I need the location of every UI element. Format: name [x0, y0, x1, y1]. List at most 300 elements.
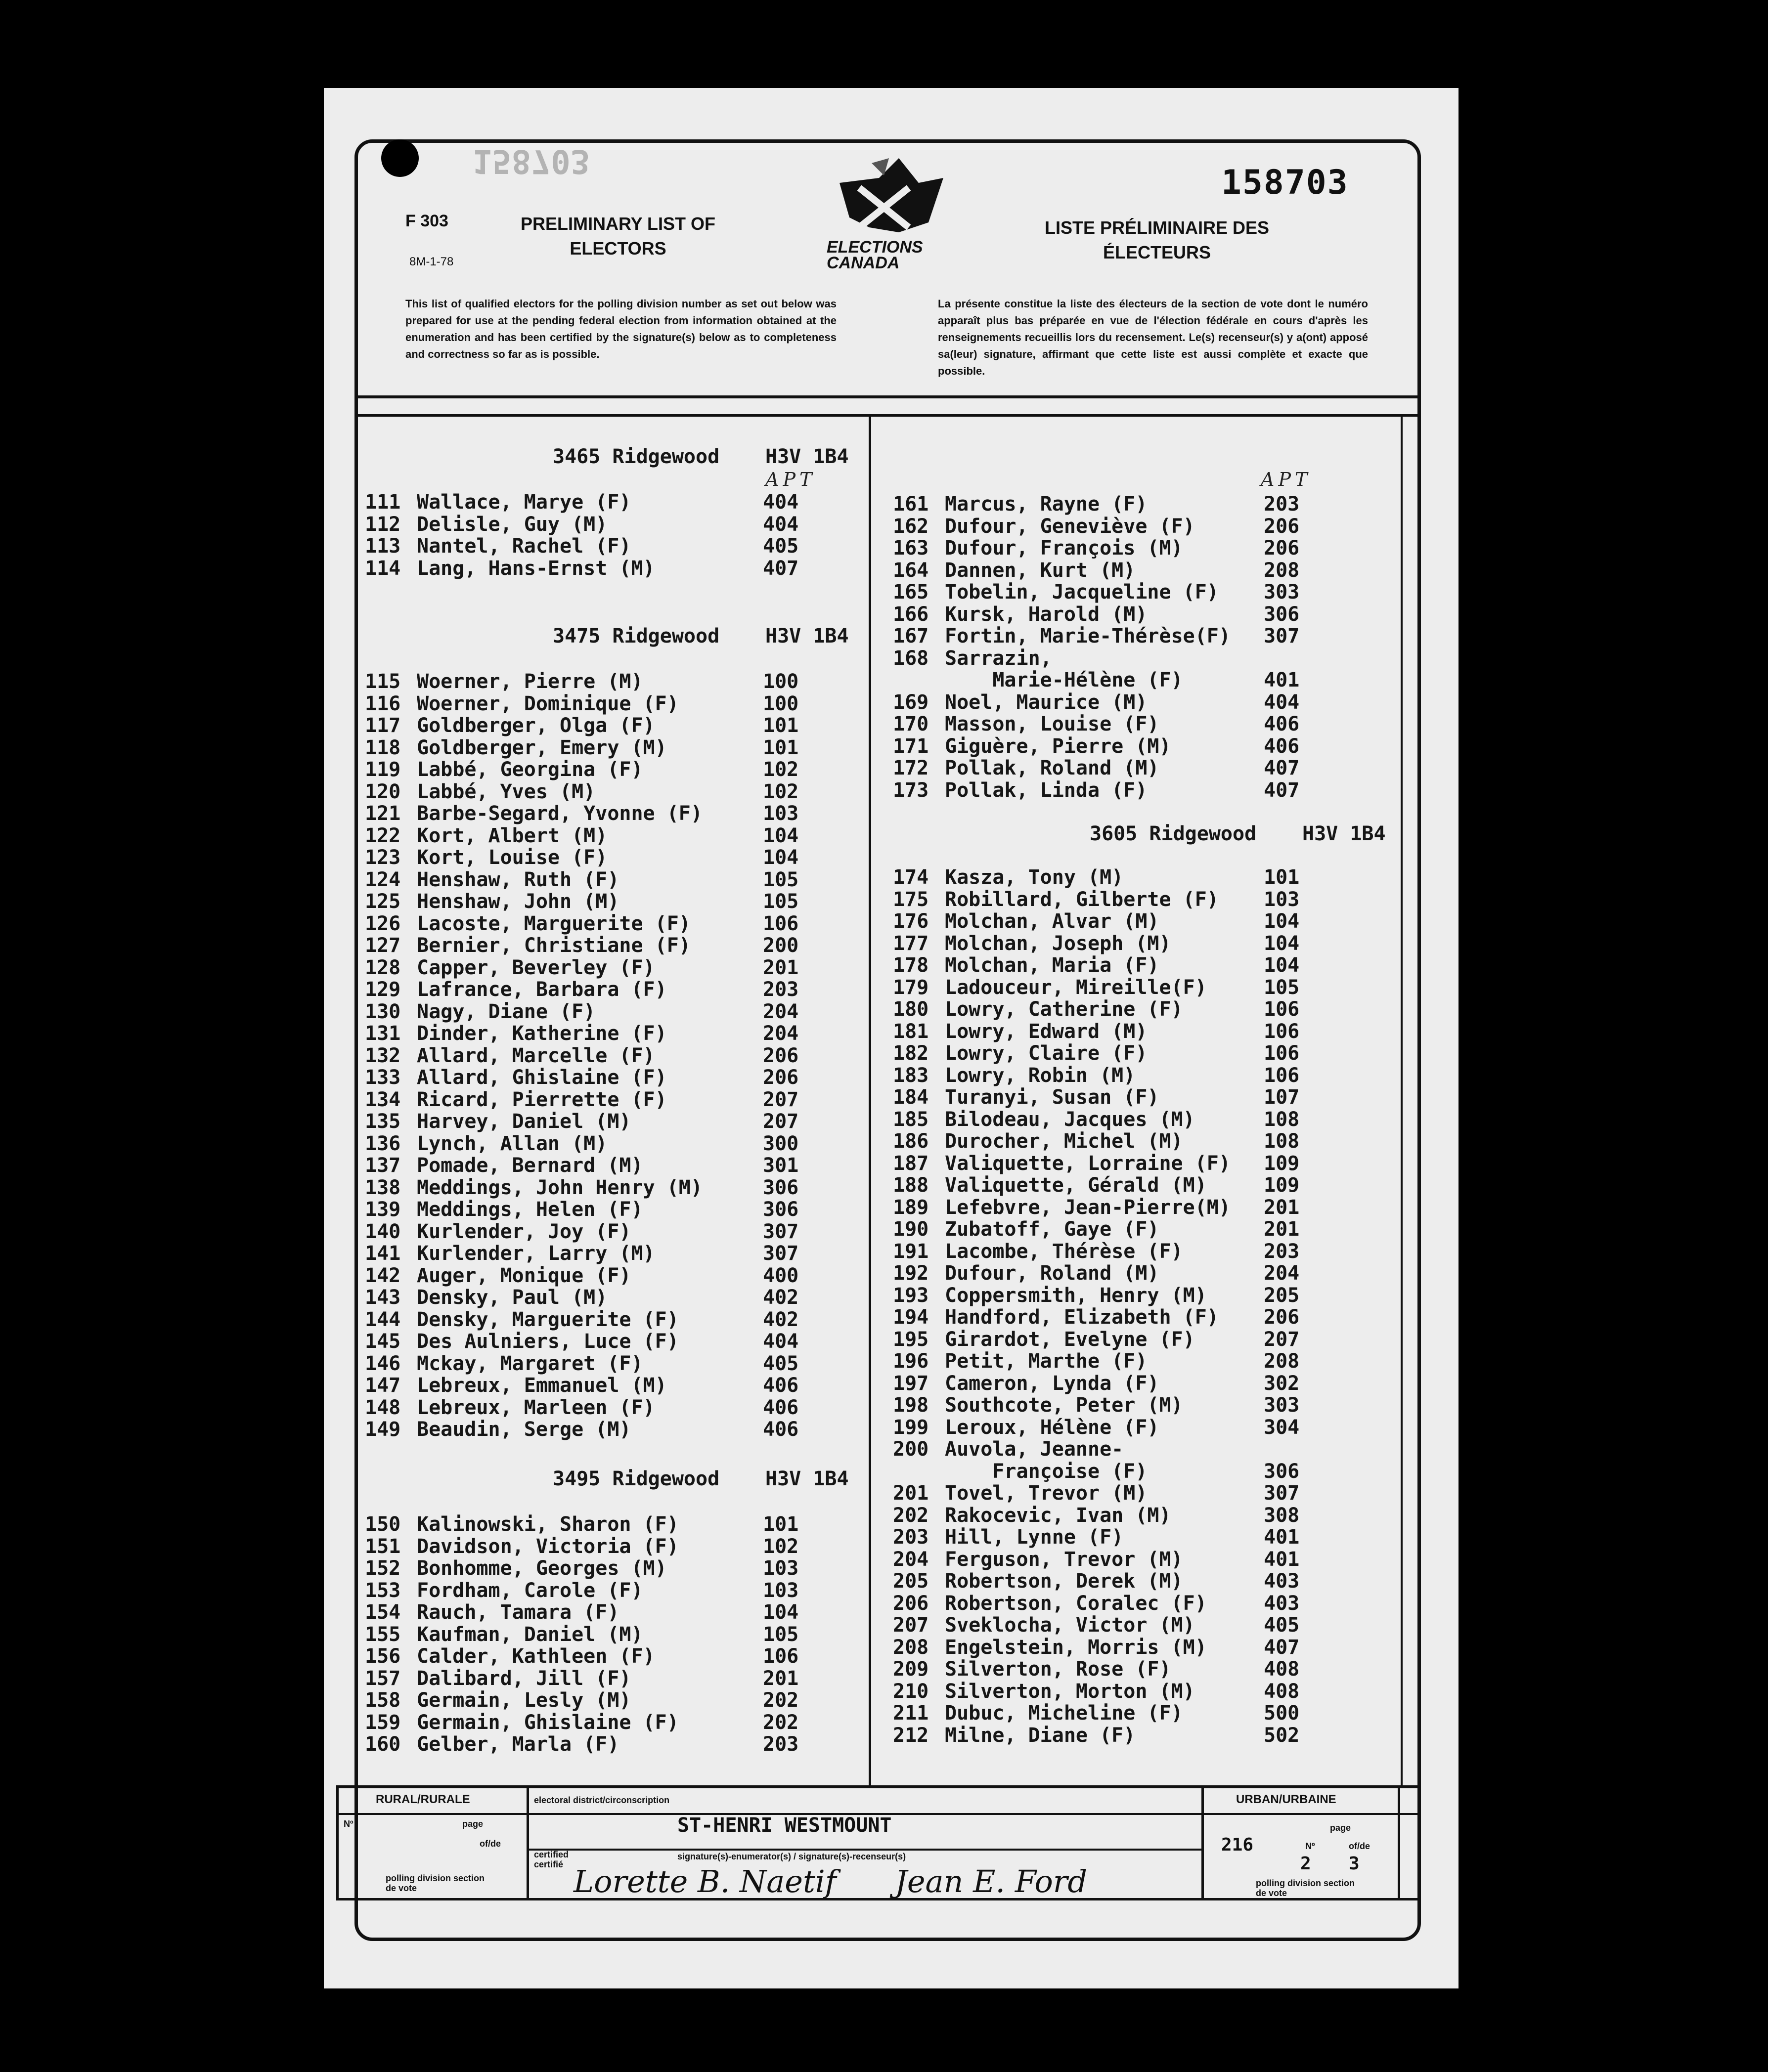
- elector-name: Zubatoff, Gaye (F): [945, 1218, 1159, 1241]
- elector-number: 195: [893, 1328, 929, 1351]
- elector-name: Molchan, Alvar (M): [945, 910, 1159, 933]
- apartment-number: 102: [763, 1535, 799, 1558]
- apartment-number: 407: [763, 557, 799, 580]
- apartment-number: 105: [763, 890, 799, 913]
- elector-number: 118: [365, 736, 401, 759]
- apartment-number: 402: [763, 1308, 799, 1331]
- title-french: LISTE PRÉLIMINAIRE DES ÉLECTEURS: [1044, 217, 1270, 262]
- apartment-number: 404: [763, 491, 799, 514]
- elector-number: 180: [893, 998, 929, 1021]
- elector-name: Lacoste, Marguerite (F): [417, 912, 691, 935]
- elector-number: 144: [365, 1308, 401, 1331]
- elector-row: [893, 493, 1377, 515]
- elector-name: Kaufman, Daniel (M): [417, 1623, 643, 1646]
- elector-number: 178: [893, 954, 929, 977]
- apartment-number: 206: [763, 1044, 799, 1067]
- elector-row: [365, 1580, 849, 1601]
- certification-english: This list of qualified electors for the polling division number as set out below was prepared for use at the pending federal election from information obtained at the enumeration and has been certified by the signature(s) below as to completeness and correctness so far as is possible.: [405, 298, 837, 360]
- elector-name: Dufour, François (M): [945, 537, 1183, 560]
- street-address: 3605 Ridgewood: [1090, 822, 1257, 845]
- elector-number: 212: [893, 1724, 929, 1747]
- elector-number: 161: [893, 493, 929, 516]
- elector-row: [365, 1287, 849, 1308]
- elector-number: 209: [893, 1658, 929, 1681]
- elector-name: Cameron, Lynda (F): [945, 1372, 1159, 1395]
- apartment-number: 202: [763, 1711, 799, 1734]
- elector-number: 202: [893, 1504, 929, 1527]
- elector-row: [365, 1601, 849, 1623]
- elector-number: 207: [893, 1614, 929, 1637]
- elector-row: [893, 1130, 1377, 1152]
- apartment-number: 207: [763, 1110, 799, 1133]
- street-address: 3495 Ridgewood: [553, 1468, 720, 1490]
- apartment-number: 106: [1264, 1042, 1300, 1065]
- apartment-number: 109: [1264, 1174, 1300, 1197]
- apartment-number: 300: [763, 1132, 799, 1155]
- apartment-number: 405: [763, 1352, 799, 1375]
- apartment-number: 206: [1264, 515, 1300, 538]
- elector-number: 129: [365, 978, 401, 1001]
- apartment-number: 106: [763, 1645, 799, 1668]
- elector-row: [893, 1725, 1377, 1746]
- elector-number: 138: [365, 1176, 401, 1199]
- elector-name: Auvola, Jeanne-: [945, 1438, 1124, 1461]
- elector-number: 183: [893, 1064, 929, 1087]
- elector-number: 134: [365, 1088, 401, 1111]
- elector-name: Kursk, Harold (M): [945, 603, 1148, 626]
- elector-number: 164: [893, 559, 929, 582]
- elector-number: 184: [893, 1086, 929, 1109]
- polling-division-number: 216: [1221, 1835, 1254, 1855]
- elector-name: Lebreux, Marleen (F): [417, 1396, 655, 1419]
- apartment-number: 201: [1264, 1196, 1300, 1219]
- apartment-number: 104: [1264, 932, 1300, 955]
- elector-row: [893, 735, 1377, 757]
- apartment-number: 408: [1264, 1658, 1300, 1681]
- elector-number: 158: [365, 1689, 401, 1712]
- page-total: 3: [1349, 1854, 1360, 1874]
- apartment-number: 403: [1264, 1570, 1300, 1593]
- apartment-number: 108: [1264, 1130, 1300, 1153]
- elector-number: 155: [365, 1623, 401, 1646]
- elector-row: [893, 713, 1377, 735]
- elector-name: Hill, Lynne (F): [945, 1526, 1124, 1549]
- elector-name: Nantel, Rachel (F): [417, 535, 631, 558]
- elector-row: [365, 759, 849, 780]
- elector-name: Engelstein, Morris (M): [945, 1636, 1207, 1659]
- elector-row: [893, 1065, 1377, 1086]
- apartment-number: 500: [1264, 1702, 1300, 1725]
- apartment-number: 406: [763, 1374, 799, 1397]
- apartment-number: 407: [1264, 778, 1300, 802]
- elector-name: Durocher, Michel (M): [945, 1130, 1183, 1153]
- apartment-number: 502: [1264, 1724, 1300, 1747]
- elector-row: [365, 1397, 849, 1419]
- elector-name: Fortin, Marie-Thérèse(F): [945, 625, 1231, 648]
- apartment-number: 404: [1264, 691, 1300, 714]
- elector-name: Harvey, Daniel (M): [417, 1110, 631, 1133]
- elector-name: Tovel, Trevor (M): [945, 1482, 1148, 1505]
- elector-number: 160: [365, 1733, 401, 1756]
- footer-signature-rule: [527, 1849, 1201, 1851]
- elector-number: 192: [893, 1262, 929, 1285]
- elector-name: Allard, Marcelle (F): [417, 1044, 655, 1067]
- elector-name: Lynch, Allan (M): [417, 1132, 608, 1155]
- elector-row: [365, 715, 849, 736]
- elector-number: 141: [365, 1242, 401, 1265]
- elector-row: [893, 516, 1377, 537]
- rural-label: RURAL/RURALE: [376, 1793, 470, 1806]
- elector-number: 167: [893, 625, 929, 648]
- elector-number: 171: [893, 734, 929, 758]
- elector-row: [893, 1218, 1377, 1240]
- elector-row: [893, 1109, 1377, 1130]
- elector-name: Lowry, Edward (M): [945, 1020, 1148, 1043]
- postal-code: H3V 1B4: [1302, 822, 1386, 845]
- apartment-number: 208: [1264, 559, 1300, 582]
- title-english: PRELIMINARY LIST OF ELECTORS: [520, 214, 715, 259]
- elector-row: [893, 560, 1377, 581]
- apartment-number: 406: [1264, 734, 1300, 758]
- elector-row: [893, 1681, 1377, 1702]
- elector-row: [365, 1199, 849, 1220]
- elector-name: Robertson, Coralec (F): [945, 1592, 1207, 1615]
- apartment-number: 204: [763, 1000, 799, 1023]
- elector-name: Valiquette, Lorraine (F): [945, 1152, 1231, 1175]
- elector-number: 199: [893, 1416, 929, 1439]
- elector-row: [365, 1045, 849, 1067]
- elector-row: [893, 1285, 1377, 1306]
- footer-cert-box: [1201, 1785, 1204, 1900]
- elector-number: 193: [893, 1284, 929, 1307]
- elector-number: 146: [365, 1352, 401, 1375]
- elector-row: [893, 1350, 1377, 1372]
- elector-row: [365, 1419, 849, 1440]
- apartment-number: 203: [1264, 493, 1300, 516]
- signature-label: signature(s)-enumerator(s) / signature(s)-recenseur(s): [677, 1852, 906, 1861]
- elector-row: [893, 779, 1377, 801]
- elector-name: Barbe-Segard, Yvonne (F): [417, 802, 703, 825]
- elector-name: Pollak, Roland (M): [945, 757, 1159, 779]
- elector-number: 179: [893, 976, 929, 999]
- elector-row: [893, 604, 1377, 625]
- elector-name: Southcote, Peter (M): [945, 1394, 1183, 1417]
- apartment-number: 101: [763, 736, 799, 759]
- apartment-number: 306: [763, 1176, 799, 1199]
- elector-number: 194: [893, 1306, 929, 1329]
- elector-name: Lowry, Catherine (F): [945, 998, 1183, 1021]
- rural-no-label: Nº: [344, 1819, 354, 1829]
- elector-number: 125: [365, 890, 401, 913]
- elector-name: Henshaw, John (M): [417, 890, 619, 913]
- apartment-number: 304: [1264, 1416, 1300, 1439]
- elector-name: Rakocevic, Ivan (M): [945, 1504, 1171, 1527]
- elector-name: Mckay, Margaret (F): [417, 1352, 643, 1375]
- elector-row: [893, 1306, 1377, 1328]
- elector-name: Marcus, Rayne (F): [945, 493, 1148, 516]
- certified-label: certified certifié: [534, 1850, 569, 1869]
- elector-row: [365, 781, 849, 803]
- elector-name: Molchan, Joseph (M): [945, 932, 1171, 955]
- elector-name: Henshaw, Ruth (F): [417, 868, 619, 891]
- elector-row: [365, 1375, 849, 1396]
- elector-number: 149: [365, 1418, 401, 1441]
- elector-name: Ladouceur, Mireille(F): [945, 976, 1207, 999]
- elector-name: Meddings, Helen (F): [417, 1198, 643, 1221]
- elector-row: [893, 1262, 1377, 1284]
- urban-page-label: page: [1330, 1823, 1351, 1833]
- apartment-number: 202: [763, 1689, 799, 1712]
- apartment-number: 105: [763, 868, 799, 891]
- elector-row: [365, 1645, 849, 1667]
- elector-name: Germain, Ghislaine (F): [417, 1711, 679, 1734]
- apartment-number: 203: [1264, 1240, 1300, 1263]
- elector-row: [893, 1042, 1377, 1064]
- apartment-number: 404: [763, 1330, 799, 1353]
- elector-row: [893, 1637, 1377, 1658]
- elector-row: [893, 1021, 1377, 1042]
- elector-number: 208: [893, 1636, 929, 1659]
- elector-row: [365, 1001, 849, 1023]
- apartment-number: 201: [1264, 1218, 1300, 1241]
- elector-row: [893, 998, 1377, 1020]
- elector-number: 187: [893, 1152, 929, 1175]
- column-divider: [869, 417, 871, 1786]
- footer-left-box: [336, 1785, 339, 1900]
- header-divider: [354, 395, 1421, 398]
- elector-name: Lowry, Robin (M): [945, 1064, 1136, 1087]
- elector-row: [893, 625, 1377, 647]
- elector-name: Bonhomme, Georges (M): [417, 1557, 667, 1580]
- elector-number: 120: [365, 780, 401, 803]
- elector-row: [365, 693, 849, 715]
- apartment-number: 405: [1264, 1614, 1300, 1637]
- apartment-number: 200: [763, 934, 799, 957]
- electoral-district: ST-HENRI WESTMOUNT: [677, 1814, 892, 1837]
- rural-page-label: page: [462, 1819, 484, 1829]
- elector-name: Molchan, Maria (F): [945, 954, 1159, 977]
- elector-row: [893, 910, 1377, 932]
- elector-row: [365, 1111, 849, 1132]
- apartment-number: 208: [1264, 1350, 1300, 1373]
- elector-name: Silverton, Morton (M): [945, 1680, 1195, 1703]
- elector-number: 140: [365, 1220, 401, 1243]
- elector-row: [893, 581, 1377, 603]
- logo-wordmark: ELECTIONS CANADA: [827, 238, 923, 272]
- urban-polling-label: polling division section de vote: [1256, 1878, 1355, 1898]
- elector-name: Labbé, Georgina (F): [417, 758, 643, 781]
- elector-number: 169: [893, 691, 929, 714]
- elector-row: [893, 537, 1377, 559]
- elector-row: [893, 1329, 1377, 1350]
- elector-number: 163: [893, 537, 929, 560]
- elector-row: [893, 1086, 1377, 1108]
- form-date: 8M-1-78: [409, 255, 454, 268]
- apartment-number: 101: [763, 1513, 799, 1536]
- elector-number: 185: [893, 1108, 929, 1131]
- elector-number: 162: [893, 515, 929, 538]
- elector-number: 119: [365, 758, 401, 781]
- elector-number: 154: [365, 1601, 401, 1624]
- elector-row: [893, 1461, 1377, 1482]
- elector-number: 143: [365, 1286, 401, 1309]
- elector-number: 139: [365, 1198, 401, 1221]
- elector-name: Handford, Elizabeth (F): [945, 1306, 1219, 1329]
- apartment-number: 401: [1264, 1548, 1300, 1571]
- elector-name: Wallace, Marye (F): [417, 491, 631, 514]
- apartment-number: 203: [763, 1733, 799, 1756]
- elector-name: Petit, Marthe (F): [945, 1350, 1148, 1373]
- apartment-number: 103: [763, 1557, 799, 1580]
- address-header: [553, 446, 998, 468]
- elector-name: Sveklocha, Victor (M): [945, 1614, 1195, 1637]
- elector-row: [365, 1309, 849, 1331]
- elector-name: Dinder, Katherine (F): [417, 1022, 667, 1045]
- elector-name: Lowry, Claire (F): [945, 1042, 1148, 1065]
- form-number: F 303: [405, 212, 448, 230]
- apartment-number: 303: [1264, 581, 1300, 604]
- apartment-number: 401: [1264, 669, 1300, 691]
- elector-number: 148: [365, 1396, 401, 1419]
- elector-number: 174: [893, 866, 929, 889]
- postal-code: H3V 1B4: [765, 625, 849, 648]
- elector-row: [365, 491, 849, 513]
- elector-row: [893, 1482, 1377, 1504]
- elector-number: 132: [365, 1044, 401, 1067]
- elector-name: Woerner, Dominique (F): [417, 692, 679, 715]
- apartment-number: 306: [1264, 1460, 1300, 1483]
- elector-name: Kort, Louise (F): [417, 846, 608, 869]
- elector-row: [893, 691, 1377, 713]
- elector-number: 153: [365, 1579, 401, 1602]
- elector-row: [893, 977, 1377, 998]
- apartment-number: 401: [1264, 1526, 1300, 1549]
- elector-number: 127: [365, 934, 401, 957]
- apartment-number: 404: [763, 513, 799, 536]
- apartment-number: 307: [763, 1220, 799, 1243]
- apartment-number: 206: [1264, 1306, 1300, 1329]
- elector-number: 121: [365, 802, 401, 825]
- apartment-number: 103: [763, 1579, 799, 1602]
- elector-name: Lafrance, Barbara (F): [417, 978, 667, 1001]
- elector-name: Meddings, John Henry (M): [417, 1176, 703, 1199]
- apartment-number: 106: [1264, 1064, 1300, 1087]
- elector-name: Allard, Ghislaine (F): [417, 1066, 667, 1089]
- street-address: 3465 Ridgewood: [553, 445, 720, 468]
- elector-row: [893, 866, 1377, 888]
- street-address: 3475 Ridgewood: [553, 625, 720, 648]
- apartment-number: 106: [763, 912, 799, 935]
- elector-name: Lacombe, Thérèse (F): [945, 1240, 1183, 1263]
- apartment-number: 306: [763, 1198, 799, 1221]
- elector-name: Girardot, Evelyne (F): [945, 1328, 1195, 1351]
- elector-number: 151: [365, 1535, 401, 1558]
- elector-row: [893, 1702, 1377, 1724]
- elector-row: [365, 1265, 849, 1287]
- apartment-number: 201: [763, 1667, 799, 1690]
- elector-row: [365, 891, 849, 912]
- elector-name: Kurlender, Joy (F): [417, 1220, 631, 1243]
- elector-number: 124: [365, 868, 401, 891]
- elector-number: 116: [365, 692, 401, 715]
- elector-row: [365, 847, 849, 868]
- elector-number: 168: [893, 647, 929, 670]
- elector-name: Silverton, Rose (F): [945, 1658, 1171, 1681]
- apartment-number: 204: [763, 1022, 799, 1045]
- apartment-number: 104: [763, 846, 799, 869]
- apartment-number: 104: [763, 824, 799, 847]
- elector-number: 136: [365, 1132, 401, 1155]
- elector-row: [365, 1089, 849, 1111]
- elector-number: 173: [893, 778, 929, 802]
- footer-rural-box: [527, 1785, 529, 1900]
- elector-row: [365, 737, 849, 759]
- serial-number: 158703: [1221, 163, 1349, 202]
- elector-name: Auger, Monique (F): [417, 1264, 631, 1287]
- elector-number: 142: [365, 1264, 401, 1287]
- apartment-number: 307: [1264, 1482, 1300, 1505]
- elector-number: 181: [893, 1020, 929, 1043]
- elector-number: 135: [365, 1110, 401, 1133]
- elector-row: [893, 669, 1377, 691]
- apartment-number: 302: [1264, 1372, 1300, 1395]
- apartment-number: 407: [1264, 1636, 1300, 1659]
- elector-row: [365, 1668, 849, 1689]
- elector-row: [365, 935, 849, 956]
- elector-number: 123: [365, 846, 401, 869]
- urban-label: URBAN/URBAINE: [1236, 1793, 1336, 1806]
- elector-row: [365, 913, 849, 935]
- elector-number: 176: [893, 910, 929, 933]
- apartment-number: 105: [763, 1623, 799, 1646]
- elector-number: 111: [365, 491, 401, 514]
- urban-no-label: Nº: [1305, 1841, 1315, 1851]
- elector-row: [893, 1394, 1377, 1416]
- apartment-number: 107: [1264, 1086, 1300, 1109]
- apartment-number: 101: [763, 714, 799, 737]
- apartment-number: 108: [1264, 1108, 1300, 1131]
- elector-number: 157: [365, 1667, 401, 1690]
- elector-row: [893, 1197, 1377, 1218]
- elector-row: [893, 1549, 1377, 1570]
- footer-bottom: [336, 1898, 1419, 1900]
- elector-name: Leroux, Hélène (F): [945, 1416, 1159, 1439]
- elector-name: Dalibard, Jill (F): [417, 1667, 631, 1690]
- elector-number: 166: [893, 603, 929, 626]
- district-label: electoral district/circonscription: [534, 1795, 670, 1805]
- elector-name: Dufour, Geneviève (F): [945, 515, 1195, 538]
- elector-number: 211: [893, 1702, 929, 1725]
- elector-number: 188: [893, 1174, 929, 1197]
- elector-row: [893, 1505, 1377, 1526]
- apartment-number: 106: [1264, 1020, 1300, 1043]
- elector-name: Kort, Albert (M): [417, 824, 608, 847]
- elector-name: Françoise (F): [945, 1460, 1148, 1483]
- elector-row: [365, 869, 849, 891]
- elector-number: 165: [893, 581, 929, 604]
- elector-name: Calder, Kathleen (F): [417, 1645, 655, 1668]
- apartment-number: 104: [1264, 910, 1300, 933]
- apartment-number: 406: [1264, 713, 1300, 735]
- elector-row: [365, 979, 849, 1000]
- elector-name: Valiquette, Gérald (M): [945, 1174, 1207, 1197]
- elector-row: [365, 957, 849, 979]
- elector-number: 191: [893, 1240, 929, 1263]
- elector-name: Woerner, Pierre (M): [417, 670, 643, 693]
- elector-name: Davidson, Victoria (F): [417, 1535, 679, 1558]
- elector-number: 182: [893, 1042, 929, 1065]
- elector-number: 203: [893, 1526, 929, 1549]
